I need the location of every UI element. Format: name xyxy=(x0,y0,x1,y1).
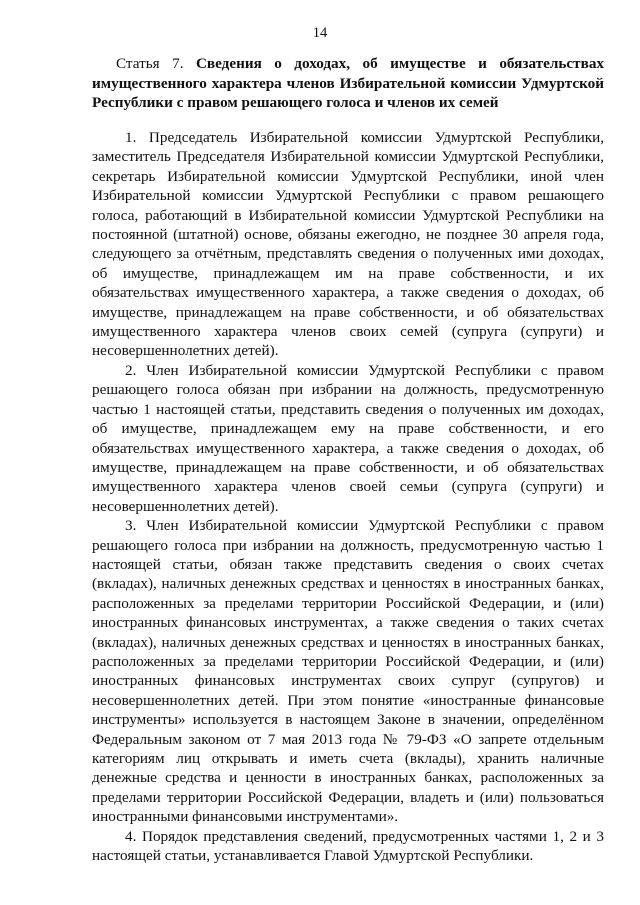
paragraph-3: 3. Член Избирательной комиссии Удмуртской Республики с правом решающего голоса при избрании на должность, предусмотренную частью 1 настоящей статьи, обязан также представить сведения о своих счетах (вкладах), наличных денежных средствах и ценностях в иностранных банках, расположенных за пределами территории Российской Федерации, и (или) иностранных финансовых инструментах, а также сведения о таких счетах (вкладах), наличных денежных средствах и ценностях в иностранных банках, расположенных за пределами территории Российской Федерации, и (или) иностранных финансовых инструментах своих супруг (супругов) и несовершеннолетних детей. При этом понятие «иностранные финансовые инструменты» используется в настоящем Законе в значении, определённом Федеральным законом от 7 мая 2013 года № 79-ФЗ «О запрете отдельным категориям лиц открывать и иметь счета (вклады), хранить наличные денежные средства и ценности в иностранных банках, расположенных за пределами территории Российской Федерации, владеть и (или) пользоваться иностранными финансовыми инструментами». xyxy=(92,517,604,826)
page-number: 14 xyxy=(312,25,328,41)
paragraph-4: 4. Порядок представления сведений, предусмотренных частями 1, 2 и 3 настоящей статьи, устанавливается Главой Удмуртской Республики. xyxy=(92,827,604,865)
paragraph-1: 1. Председатель Избирательной комиссии Удмуртской Республики, заместитель Председателя Избирательной комиссии Удмуртской Республики, секретарь Избирательной комиссии Удмуртской Республики, иной член Избирательной комиссии Удмуртской Республики с правом решающего голоса, работающий в Избирательной комиссии Удмуртской Республики на постоянной (штатной) основе, обязаны ежегодно, не позднее 30 апреля года, следующего за отчётным, представлять сведения о полученных ими доходах, об имуществе, принадлежащем им на праве собственности, и их обязательствах имущественного характера, а также сведения о доходах, об имуществе, принадлежащем на праве собственности, и об обязательствах имущественного характера членов своих семей (супруга (супруги) и несовершеннолетних детей). xyxy=(92,129,604,360)
paragraph-2: 2. Член Избирательной комиссии Удмуртской Республики с правом решающего голоса обязан при избрании на должность, предусмотренную частью 1 настоящей статьи, представить сведения о полученных им доходах, об имуществе, принадлежащем ему на праве собственности, и его обязательствах имущественного характера, а также сведения о доходах, об имуществе, принадлежащем на праве собственности, и об обязательствах имущественного характера членов своей семьи (супруга (супруги) и несовершеннолетних детей). xyxy=(92,361,604,515)
article-title: Сведения о доходах, об имуществе и обязательствах имущественного характера членов Избирательной комиссии Удмуртской Республики с правом решающего голоса и членов их семей xyxy=(92,55,605,111)
article-body xyxy=(92,128,604,865)
article-number: Статья 7. xyxy=(116,55,184,72)
article-heading xyxy=(92,54,604,113)
